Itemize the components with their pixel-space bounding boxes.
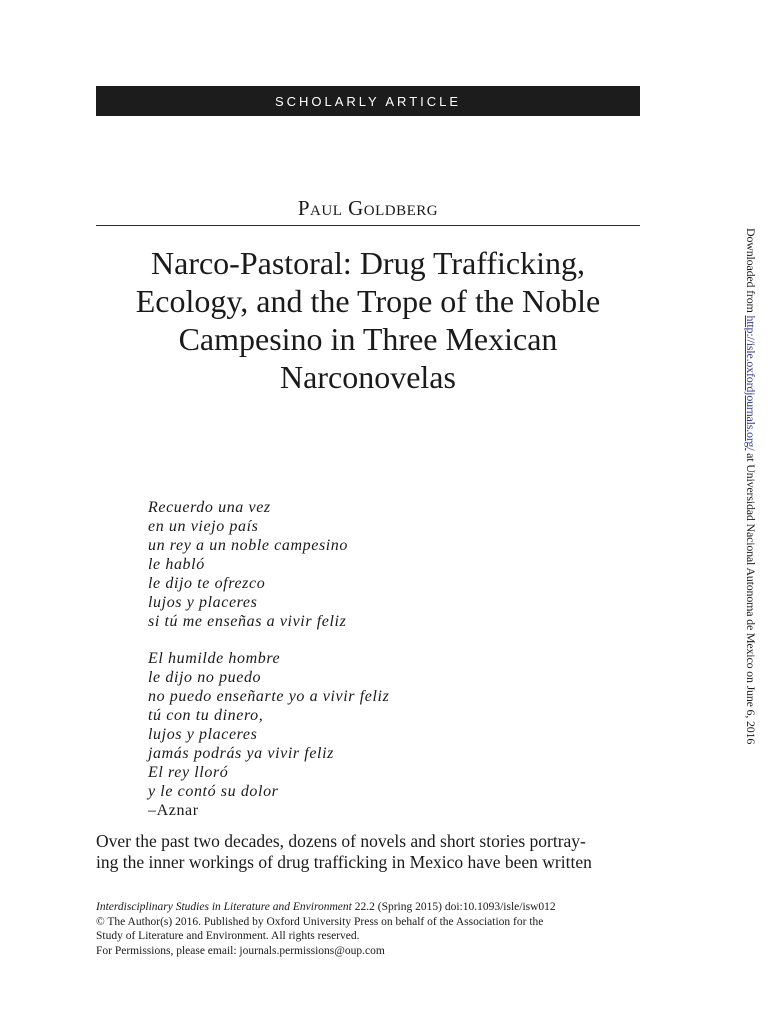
download-notice [743,228,759,798]
body-line: ing the inner workings of drug trafficking in Mexico have been written [96,852,592,872]
epigraph-stanza-1 [148,498,548,631]
epigraph-line: y le contó su dolor [148,783,279,800]
title-line: Narco-Pastoral: Drug Trafficking, [151,245,585,281]
body-line: Over the past two decades, dozens of novels and short stories portray- [96,831,586,851]
issue-doi: 22.2 (Spring 2015) doi:10.1093/isle/isw012 [351,901,556,913]
download-notice-text [743,228,759,798]
journal-name: Interdisciplinary Studies in Literature and Environment [96,901,352,913]
body-paragraph [96,831,640,873]
article-type-banner [96,86,640,116]
copyright-line: Study of Literature and Environment. All rights reserved. [96,930,360,942]
epigraph-stanza-2 [148,649,548,820]
download-prefix: Downloaded from [744,228,758,316]
epigraph-line: lujos y placeres [148,594,258,611]
epigraph-line: jamás podrás ya vivir feliz [148,745,334,762]
epigraph-line: El humilde hombre [148,650,281,667]
epigraph-line: El rey lloró [148,764,229,781]
citation-line [96,900,656,915]
epigraph-line: lujos y placeres [148,726,258,743]
epigraph-line: en un viejo país [148,518,259,535]
journal-link[interactable]: http://isle.oxfordjournals.org/ [744,315,758,451]
author-name: Paul Goldberg [297,196,439,220]
epigraph-line: un rey a un noble campesino [148,537,349,554]
title-divider [96,225,640,226]
download-suffix: at Universidad Nacional Autonoma de Mexico on June 6, 2016 [744,450,758,745]
epigraph-line: le dijo no puedo [148,669,262,686]
epigraph-line: le dijo te ofrezco [148,575,266,592]
epigraph-line: le habló [148,556,205,573]
citation-footer [96,900,656,958]
epigraph-line: si tú me enseñas a vivir feliz [148,613,347,630]
title-line: Narconovelas [280,359,456,395]
title-line: Campesino in Three Mexican [178,321,558,357]
copyright-line: © The Author(s) 2016. Published by Oxford University Press on behalf of the Association for the [96,915,544,928]
permissions-line: For Permissions, please email: journals.permissions@oup.com [96,944,385,957]
article-type-label: SCHOLARLY ARTICLE [274,93,462,109]
epigraph-line: tú con tu dinero, [148,707,264,724]
article-title [86,244,650,396]
title-line: Ecology, and the Trope of the Noble [135,283,601,319]
epigraph [148,498,548,820]
epigraph-line: Recuerdo una vez [148,499,271,516]
epigraph-attribution: –Aznar [148,802,199,819]
epigraph-line: no puedo enseñarte yo a vivir feliz [148,688,390,705]
